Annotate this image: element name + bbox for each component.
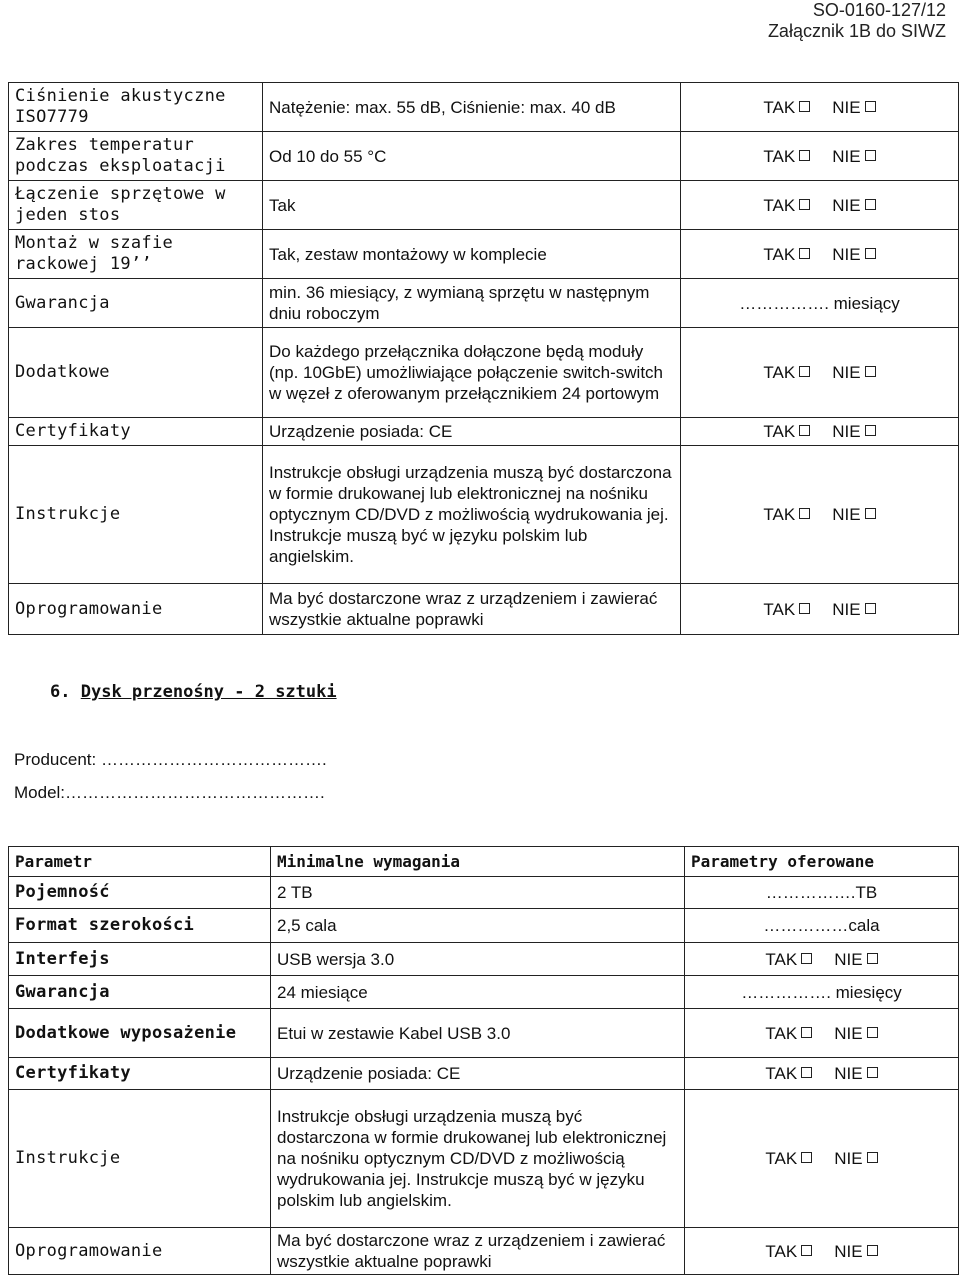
tak-label: TAK xyxy=(763,146,796,166)
nie-checkbox[interactable] xyxy=(867,1067,878,1078)
tak-checkbox[interactable] xyxy=(801,953,812,964)
param-cell: Instrukcje xyxy=(9,446,263,584)
requirement-cell: min. 36 miesiący, z wymianą sprzętu w następnym dniu roboczym xyxy=(263,279,681,328)
tak-checkbox[interactable] xyxy=(799,603,810,614)
tak-checkbox[interactable] xyxy=(799,425,810,436)
table-row xyxy=(9,230,959,279)
param-cell: Dodatkowe wyposażenie xyxy=(9,1009,271,1058)
nie-checkbox[interactable] xyxy=(865,508,876,519)
table-row xyxy=(9,328,959,418)
param-cell: Certyfikaty xyxy=(9,1058,271,1090)
tak-checkbox[interactable] xyxy=(801,1245,812,1256)
param-cell: Pojemność xyxy=(9,877,271,909)
tak-checkbox[interactable] xyxy=(799,199,810,210)
table-row xyxy=(9,943,959,976)
requirement-cell: Instrukcje obsługi urządzenia muszą być dostarczona w formie drukowanej lub elektronicznej na nośniku optycznym CD/DVD z możliwością wydrukowania jej. Instrukcje muszą być w języku polskim lub angielskim. xyxy=(271,1090,685,1228)
requirement-cell: Instrukcje obsługi urządzenia muszą być dostarczona w formie drukowanej lub elektronicznej na nośniku optycznym CD/DVD z możliwością wydrukowania jej. Instrukcje muszą być w języku polskim lub angielskim. xyxy=(263,446,681,584)
offer-choice xyxy=(681,446,959,584)
nie-label: NIE xyxy=(832,505,861,524)
requirement-cell: 24 miesiące xyxy=(271,976,685,1009)
param-cell: Łączenie sprzętowe w jeden stos xyxy=(9,181,263,230)
param-cell: Certyfikaty xyxy=(9,418,263,446)
requirement-cell: Urządzenie posiada: CE xyxy=(271,1058,685,1090)
tak-checkbox[interactable] xyxy=(801,1067,812,1078)
requirement-cell: Urządzenie posiada: CE xyxy=(263,418,681,446)
tak-checkbox[interactable] xyxy=(799,101,810,112)
tak-label: TAK xyxy=(765,949,798,969)
tak-checkbox[interactable] xyxy=(799,150,810,161)
switch-spec-table xyxy=(8,82,959,635)
tak-checkbox[interactable] xyxy=(799,508,810,519)
tak-label: TAK xyxy=(763,422,796,441)
tak-label: TAK xyxy=(763,97,796,117)
tak-checkbox[interactable] xyxy=(801,1027,812,1038)
requirement-cell: 2,5 cala xyxy=(271,909,685,943)
header-parametry-oferowane: Parametry oferowane xyxy=(685,847,959,877)
nie-label: NIE xyxy=(834,949,863,969)
offer-choice xyxy=(681,328,959,418)
section-title: Dysk przenośny - 2 sztuki xyxy=(80,682,337,702)
nie-checkbox[interactable] xyxy=(865,150,876,161)
nie-checkbox[interactable] xyxy=(865,199,876,210)
table-row xyxy=(9,1058,959,1090)
nie-checkbox[interactable] xyxy=(865,366,876,377)
section-number: 6. xyxy=(50,682,71,702)
offer-choice xyxy=(681,230,959,279)
param-cell: Gwarancja xyxy=(9,976,271,1009)
param-cell: Instrukcje xyxy=(9,1090,271,1228)
nie-checkbox[interactable] xyxy=(865,603,876,614)
requirement-cell: Natężenie: max. 55 dB, Ciśnienie: max. 40 dB xyxy=(263,83,681,132)
offer-choice xyxy=(685,1228,959,1275)
nie-checkbox[interactable] xyxy=(865,248,876,259)
tak-label: TAK xyxy=(765,1023,798,1043)
table-row xyxy=(9,1009,959,1058)
nie-label: NIE xyxy=(834,1064,863,1083)
table-row xyxy=(9,909,959,943)
offer-input[interactable]: ……………. miesiący xyxy=(681,279,959,328)
table-row xyxy=(9,584,959,635)
nie-checkbox[interactable] xyxy=(867,1152,878,1163)
offer-choice xyxy=(685,1009,959,1058)
nie-checkbox[interactable] xyxy=(865,425,876,436)
nie-label: NIE xyxy=(832,97,861,117)
section-heading xyxy=(50,682,337,702)
nie-label: NIE xyxy=(832,599,861,619)
tak-label: TAK xyxy=(763,195,796,215)
nie-label: NIE xyxy=(832,146,861,166)
requirement-cell: Tak xyxy=(263,181,681,230)
offer-choice xyxy=(681,83,959,132)
param-cell: Gwarancja xyxy=(9,279,263,328)
nie-label: NIE xyxy=(832,244,861,264)
nie-label: NIE xyxy=(834,1023,863,1043)
nie-label: NIE xyxy=(834,1241,863,1261)
offer-choice xyxy=(681,181,959,230)
table-row xyxy=(9,1228,959,1275)
model-field[interactable]: Model:………………………………………. xyxy=(14,783,325,802)
offer-input[interactable]: …………….TB xyxy=(685,877,959,909)
table-row xyxy=(9,976,959,1009)
param-cell: Interfejs xyxy=(9,943,271,976)
tak-label: TAK xyxy=(763,599,796,619)
tak-label: TAK xyxy=(763,363,796,382)
tak-checkbox[interactable] xyxy=(801,1152,812,1163)
nie-label: NIE xyxy=(832,422,861,441)
attachment-label: Załącznik 1B do SIWZ xyxy=(767,21,946,41)
tak-checkbox[interactable] xyxy=(799,248,810,259)
tak-label: TAK xyxy=(765,1149,798,1168)
requirement-cell: Etui w zestawie Kabel USB 3.0 xyxy=(271,1009,685,1058)
producent-field[interactable]: Producent: …………………………………. xyxy=(14,750,327,769)
table-header-row xyxy=(9,847,959,877)
param-cell: Format szerokości xyxy=(9,909,271,943)
disk-spec-table xyxy=(8,846,959,1275)
tak-label: TAK xyxy=(763,505,796,524)
table-row xyxy=(9,181,959,230)
offer-input[interactable]: ……………cala xyxy=(685,909,959,943)
document-code: SO-0160-127/12 xyxy=(812,0,946,20)
offer-choice xyxy=(681,584,959,635)
offer-choice xyxy=(685,1058,959,1090)
header-minimalne-wymagania: Minimalne wymagania xyxy=(271,847,685,877)
requirement-cell: Tak, zestaw montażowy w komplecie xyxy=(263,230,681,279)
requirement-cell: 2 TB xyxy=(271,877,685,909)
requirement-cell: USB wersja 3.0 xyxy=(271,943,685,976)
requirement-cell: Ma być dostarczone wraz z urządzeniem i zawierać wszystkie aktualne poprawki xyxy=(271,1228,685,1275)
nie-checkbox[interactable] xyxy=(865,101,876,112)
nie-checkbox[interactable] xyxy=(867,1027,878,1038)
offer-choice xyxy=(681,132,959,181)
table-row xyxy=(9,279,959,328)
table-row xyxy=(9,1090,959,1228)
tak-label: TAK xyxy=(765,1064,798,1083)
nie-checkbox[interactable] xyxy=(867,1245,878,1256)
requirement-cell: Od 10 do 55 °C xyxy=(263,132,681,181)
param-cell: Oprogramowanie xyxy=(9,1228,271,1275)
header-parametr: Parametr xyxy=(9,847,271,877)
offer-choice xyxy=(685,1090,959,1228)
table-row xyxy=(9,446,959,584)
param-cell: Dodatkowe xyxy=(9,328,263,418)
tak-label: TAK xyxy=(763,244,796,264)
document-header xyxy=(768,0,946,42)
offer-choice xyxy=(681,418,959,446)
param-cell: Zakres temperatur podczas eksploatacji xyxy=(9,132,263,181)
nie-label: NIE xyxy=(832,195,861,215)
param-cell: Oprogramowanie xyxy=(9,584,263,635)
table-row xyxy=(9,877,959,909)
table-row xyxy=(9,83,959,132)
table-row xyxy=(9,132,959,181)
nie-label: NIE xyxy=(834,1149,863,1168)
table-row xyxy=(9,418,959,446)
param-cell: Ciśnienie akustyczne ISO7779 xyxy=(9,83,263,132)
nie-checkbox[interactable] xyxy=(867,953,878,964)
tak-checkbox[interactable] xyxy=(799,366,810,377)
requirement-cell: Do każdego przełącznika dołączone będą moduły (np. 10GbE) umożliwiające połączenie switch-switch w węzeł z oferowanym przełącznikiem 24 portowym xyxy=(263,328,681,418)
nie-label: NIE xyxy=(832,363,861,382)
requirement-cell: Ma być dostarczone wraz z urządzeniem i zawierać wszystkie aktualne poprawki xyxy=(263,584,681,635)
offer-input[interactable]: ……………. miesięcy xyxy=(685,976,959,1009)
param-cell: Montaż w szafie rackowej 19’’ xyxy=(9,230,263,279)
offer-choice xyxy=(685,943,959,976)
tak-label: TAK xyxy=(765,1241,798,1261)
